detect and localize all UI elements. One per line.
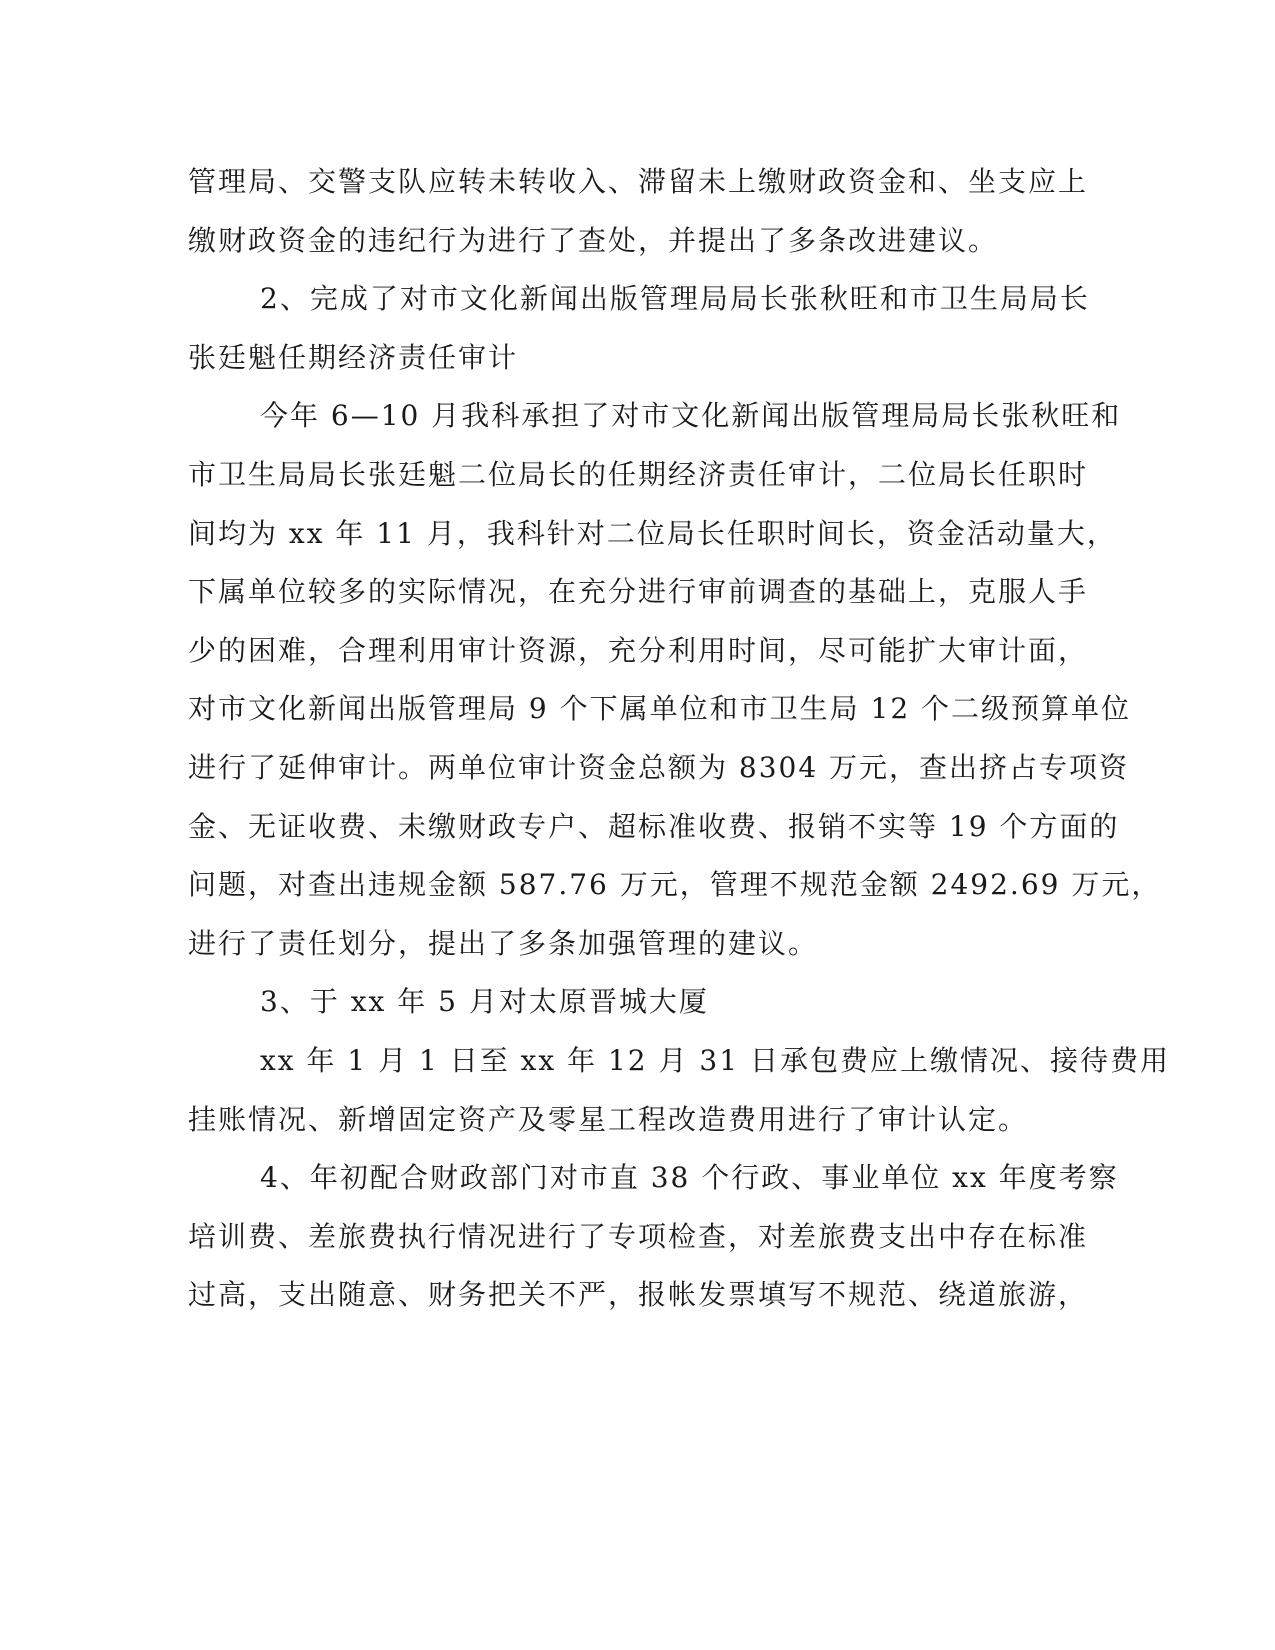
text-line: 过高，支出随意、财务把关不严，报帐发票填写不规范、绕道旅游， bbox=[188, 1278, 1089, 1311]
text-line: 间均为 xx 年 11 月，我科针对二位局长任职时间长，资金活动量大， bbox=[188, 517, 1117, 550]
text-line: 市卫生局局长张廷魁二位局长的任期经济责任审计，二位局长任职时 bbox=[188, 458, 1089, 491]
text-line: 问题，对查出违规金额 587.76 万元，管理不规范金额 2492.69 万元， bbox=[188, 868, 1162, 901]
text-line: 3、于 xx 年 5 月对太原晋城大厦 bbox=[260, 985, 709, 1018]
text-line: 2、完成了对市文化新闻出版管理局局长张秋旺和市卫生局局长 bbox=[260, 282, 1090, 315]
text-line: 缴财政资金的违纪行为进行了查处，并提出了多条改进建议。 bbox=[188, 224, 999, 257]
text-line: 管理局、交警支队应转未转收入、滞留未上缴财政资金和、坐支应上 bbox=[188, 165, 1089, 198]
text-line: 下属单位较多的实际情况，在充分进行审前调查的基础上，克服人手 bbox=[188, 575, 1089, 608]
text-line: xx 年 1 月 1 日至 xx 年 12 月 31 日承包费应上缴情况、接待费用 bbox=[260, 1044, 1170, 1077]
text-line: 少的困难，合理利用审计资源，充分利用时间，尽可能扩大审计面， bbox=[188, 634, 1089, 667]
text-line: 进行了延伸审计。两单位审计资金总额为 8304 万元，查出挤占专项资 bbox=[188, 751, 1130, 784]
text-line: 对市文化新闻出版管理局 9 个下属单位和市卫生局 12 个二级预算单位 bbox=[188, 692, 1132, 725]
text-line: 张廷魁任期经济责任审计 bbox=[188, 341, 519, 374]
text-line: 金、无证收费、未缴财政专户、超标准收费、报销不实等 19 个方面的 bbox=[188, 810, 1120, 843]
text-line: 挂账情况、新增固定资产及零星工程改造费用进行了审计认定。 bbox=[188, 1103, 1029, 1136]
text-line: 进行了责任划分，提出了多条加强管理的建议。 bbox=[188, 927, 819, 960]
text-line: 今年 6—10 月我科承担了对市文化新闻出版管理局局长张秋旺和 bbox=[260, 399, 1122, 432]
text-line: 培训费、差旅费执行情况进行了专项检查，对差旅费支出中存在标准 bbox=[188, 1220, 1089, 1253]
text-line: 4、年初配合财政部门对市直 38 个行政、事业单位 xx 年度考察 bbox=[260, 1161, 1119, 1194]
